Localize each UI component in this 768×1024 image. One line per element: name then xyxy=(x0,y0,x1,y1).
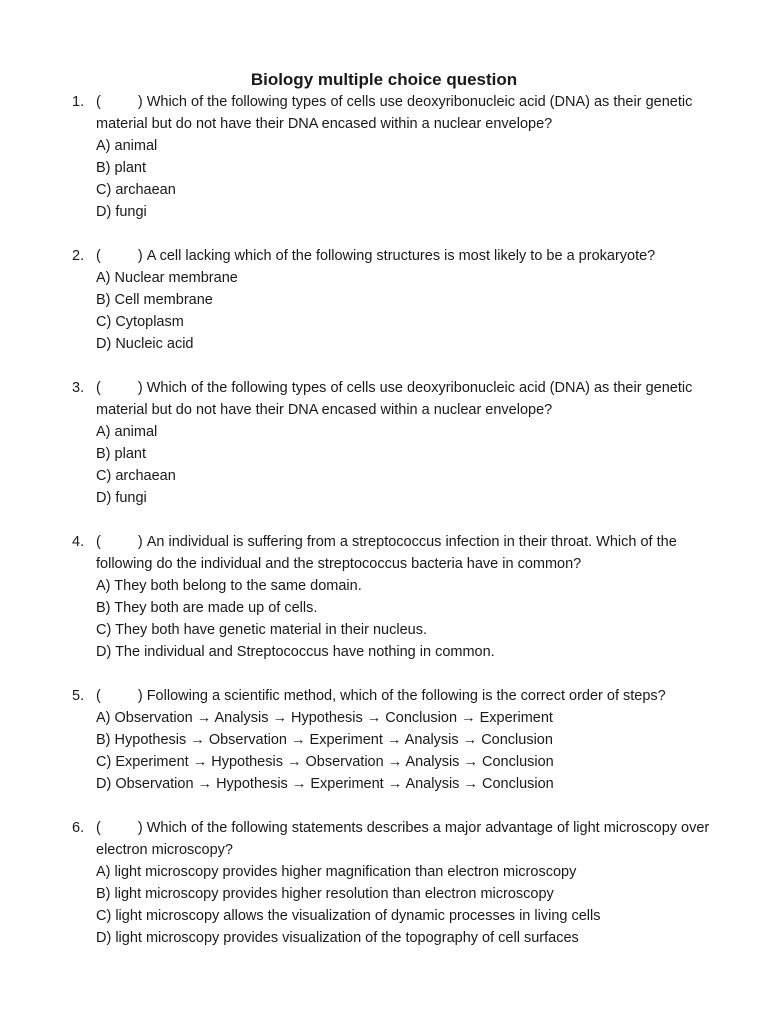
option-d: D) Nucleic acid xyxy=(96,336,194,352)
question-text: ( ) An individual is suffering from a streptococcus infection in their throat. Which of the following do the individual and the streptococcus bacteria have in common? xyxy=(96,534,677,572)
question-number: 5. xyxy=(72,688,85,704)
option-list xyxy=(96,861,732,949)
question-item xyxy=(72,91,732,223)
question-text: ( ) Following a scientific method, which of the following is the correct order of steps? xyxy=(96,688,666,704)
option-b: B) They both are made up of cells. xyxy=(96,600,318,616)
question-stem: An individual is suffering from a streptococcus infection in their throat. Which of the following do the individual and the streptococcus bacteria have in common? xyxy=(96,534,677,572)
question-stem: Which of the following types of cells use deoxyribonucleic acid (DNA) as their genetic material but do not have their DNA encased within a nuclear envelope? xyxy=(96,380,693,418)
option-c: C) archaean xyxy=(96,468,176,484)
option-c: C) Cytoplasm xyxy=(96,314,184,330)
question-text: ( ) A cell lacking which of the following structures is most likely to be a prokaryote? xyxy=(96,248,656,264)
option-b: B) Hypothesis → Observation → Experiment → Analysis → Conclusion xyxy=(96,732,553,748)
option-c: C) light microscopy allows the visualization of dynamic processes in living cells xyxy=(96,908,601,924)
question-stem: A cell lacking which of the following structures is most likely to be a prokaryote? xyxy=(146,248,656,264)
question-stem: Which of the following statements describes a major advantage of light microscopy over electron microscopy? xyxy=(96,820,710,858)
option-d: D) The individual and Streptococcus have nothing in common. xyxy=(96,644,495,660)
option-a: A) animal xyxy=(96,424,158,440)
page-title: Biology multiple choice question xyxy=(250,70,518,89)
question-list xyxy=(72,91,732,971)
option-a: A) animal xyxy=(96,138,158,154)
question-item xyxy=(72,245,732,355)
option-d: D) fungi xyxy=(96,204,147,220)
option-c: C) They both have genetic material in their nucleus. xyxy=(96,622,427,638)
option-b: B) plant xyxy=(96,160,146,176)
question-number: 3. xyxy=(72,380,85,396)
question-item xyxy=(72,685,732,795)
option-d: D) fungi xyxy=(96,490,147,506)
option-list xyxy=(96,135,732,223)
question-number: 1. xyxy=(72,94,85,110)
option-a: A) They both belong to the same domain. xyxy=(96,578,362,594)
option-list xyxy=(96,421,732,509)
option-c: C) archaean xyxy=(96,182,176,198)
option-a: A) light microscopy provides higher magnification than electron microscopy xyxy=(96,864,577,880)
option-b: B) Cell membrane xyxy=(96,292,213,308)
option-c: C) Experiment → Hypothesis → Observation → Analysis → Conclusion xyxy=(96,754,554,770)
option-list xyxy=(96,267,732,355)
question-text: ( ) Which of the following types of cells use deoxyribonucleic acid (DNA) as their genetic material but do not have their DNA encased within a nuclear envelope? xyxy=(96,380,693,418)
question-number: 2. xyxy=(72,248,85,264)
question-stem: Which of the following types of cells use deoxyribonucleic acid (DNA) as their genetic material but do not have their DNA encased within a nuclear envelope? xyxy=(96,94,693,132)
option-list xyxy=(96,575,732,663)
question-item xyxy=(72,377,732,509)
question-number: 4. xyxy=(72,534,85,550)
question-stem: Following a scientific method, which of the following is the correct order of steps? xyxy=(146,688,666,704)
question-item xyxy=(72,531,732,663)
option-list xyxy=(96,707,732,795)
question-item xyxy=(72,817,732,949)
option-a: A) Observation → Analysis → Hypothesis → Conclusion → Experiment xyxy=(96,710,553,726)
option-b: B) plant xyxy=(96,446,146,462)
question-text: ( ) Which of the following statements describes a major advantage of light microscopy over electron microscopy? xyxy=(96,820,710,858)
question-number: 6. xyxy=(72,820,85,836)
question-text: ( ) Which of the following types of cells use deoxyribonucleic acid (DNA) as their genetic material but do not have their DNA encased within a nuclear envelope? xyxy=(96,94,693,132)
option-a: A) Nuclear membrane xyxy=(96,270,238,286)
option-d: D) light microscopy provides visualization of the topography of cell surfaces xyxy=(96,930,579,946)
option-d: D) Observation → Hypothesis → Experiment → Analysis → Conclusion xyxy=(96,776,554,792)
option-b: B) light microscopy provides higher resolution than electron microscopy xyxy=(96,886,554,902)
